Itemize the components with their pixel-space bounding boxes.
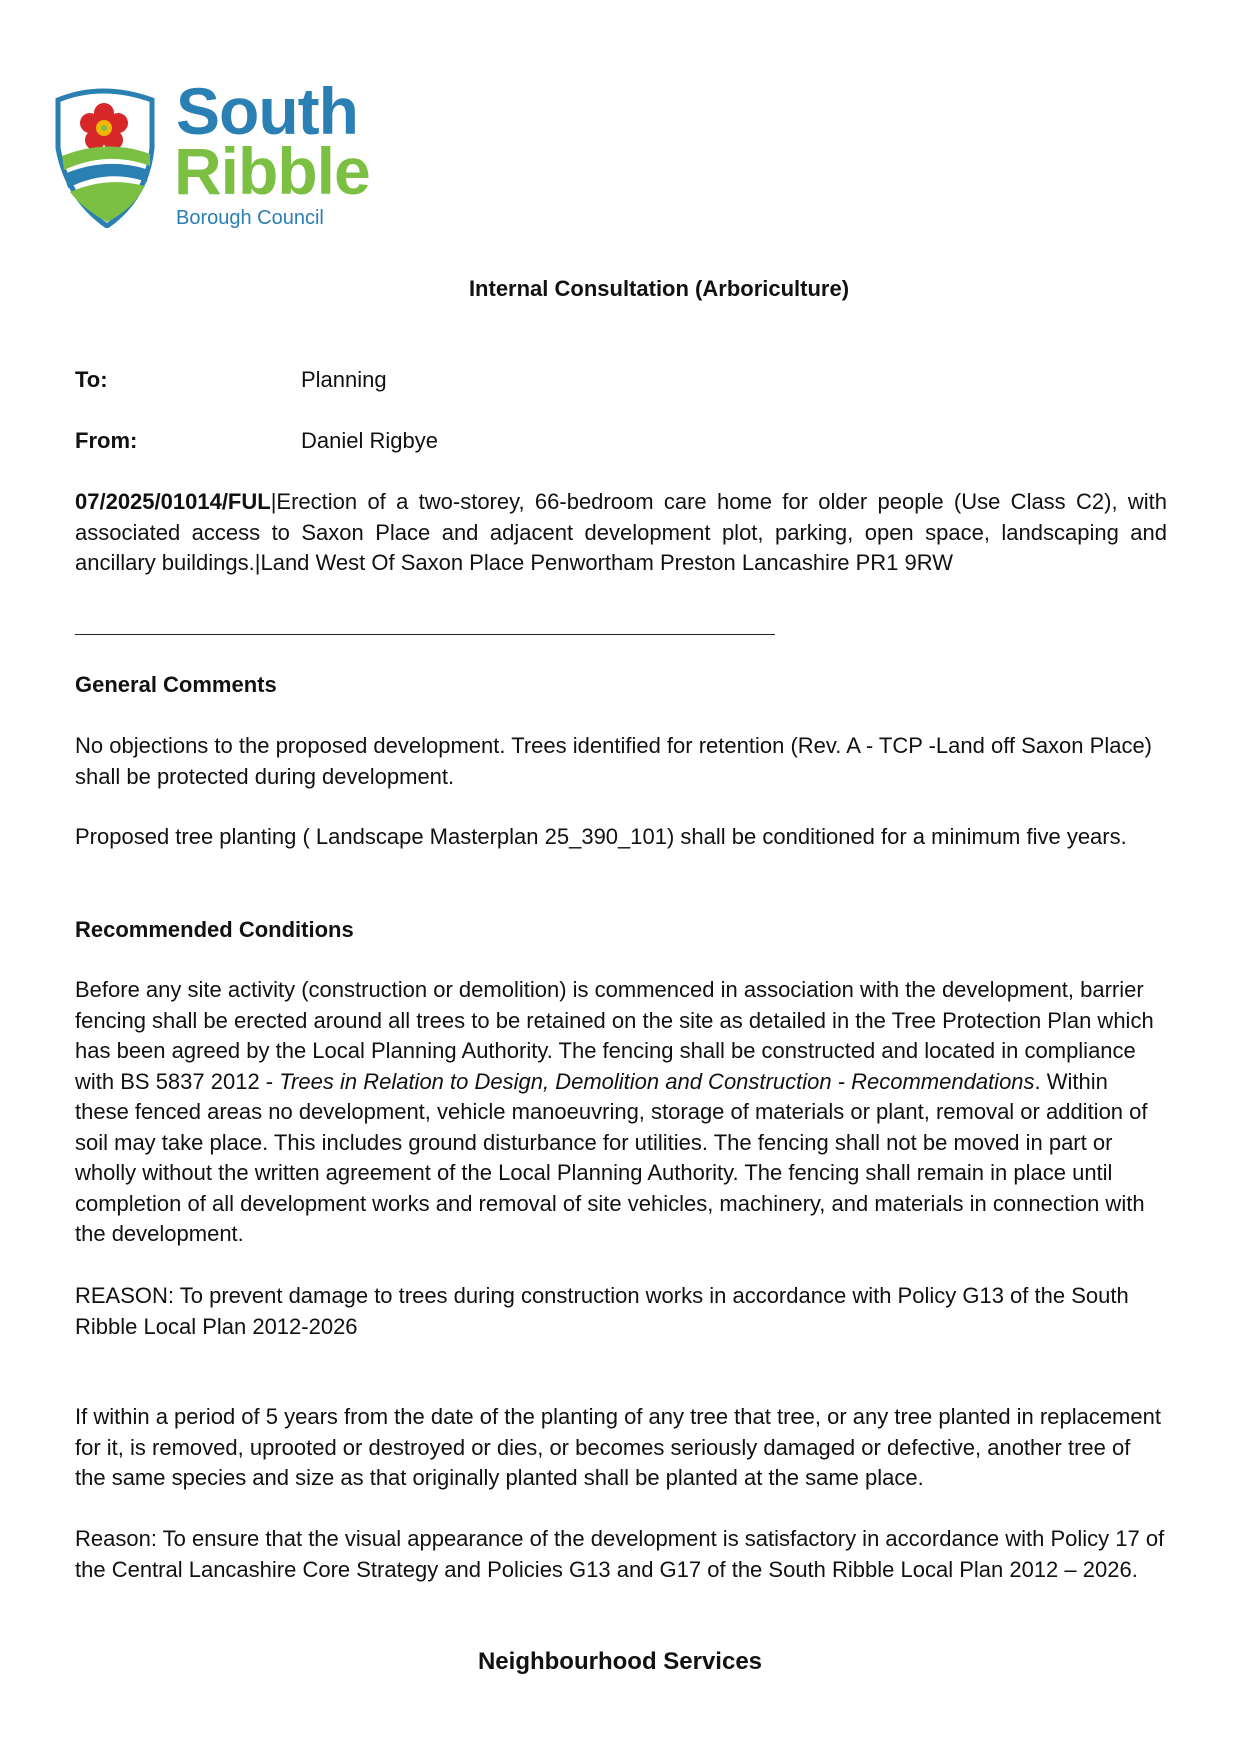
recommended-conditions-heading: Recommended Conditions [75, 917, 354, 942]
council-logo [52, 74, 392, 238]
condition-1-part-2: . Within these fenced areas no development, vehicle manoeuvring, storage of materials or plant, removal or addition of soil may take place. This includes ground disturbance for utilities. The fencing shall not be moved in part or wholly without the written agreement of the Local Planning Authority. The fencing shall remain in place until completion of all development works and removal of site vehicles, machinery, and materials in connection with the development. [75, 1068, 1148, 1246]
logo-wordmark-ribble: Ribble [174, 134, 370, 208]
general-comments-paragraph-2: Proposed tree planting ( Landscape Masterplan 25_390_101) shall be conditioned for a minimum five years. [75, 824, 1127, 849]
from-value: Daniel Rigbye [301, 428, 438, 453]
from-label: From: [75, 428, 138, 453]
general-comments-paragraph-1: No objections to the proposed development. Trees identified for retention (Rev. A - TCP -Land off Saxon Place) shall be protected during development. [75, 733, 1153, 789]
document-title: Internal Consultation (Arboriculture) [468, 276, 850, 301]
condition-2-reason: Reason: To ensure that the visual appearance of the development is satisfactory in accordance with Policy 17 of the Central Lancashire Core Strategy and Policies G13 and G17 of the South Ribble Local Plan 2012 – 2026. [75, 1526, 1165, 1582]
application-reference: 07/2025/01014/FUL [75, 489, 271, 514]
to-label: To: [75, 367, 108, 392]
condition-1-text [75, 975, 1167, 1250]
application-text: |Erection of a two-storey, 66-bedroom care home for older people (Use Class C2), with associated access to Saxon Place and adjacent development plot, parking, open space, landscaping and ancillary buildings.|Land West Of Saxon Place Penwortham Preston Lancashire PR1 9RW [75, 489, 1167, 575]
application-description [75, 487, 1167, 579]
logo-subtitle: Borough Council [176, 207, 324, 229]
divider-line [75, 634, 775, 635]
to-value: Planning [301, 367, 387, 392]
condition-1-reason: REASON: To prevent damage to trees during construction works in accordance with Policy G13 of the South Ribble Local Plan 2012-2026 [75, 1283, 1129, 1339]
logo-wordmark-south: South [176, 74, 358, 148]
condition-1-standard-title: Trees in Relation to Design, Demolition and Construction - Recommendations [279, 1068, 1035, 1094]
general-comments-heading: General Comments [75, 672, 277, 697]
condition-2-text: If within a period of 5 years from the date of the planting of any tree that tree, or any tree planted in replacement for it, is removed, uprooted or destroyed or dies, or becomes seriously damaged or defective, another tree of the same species and size as that originally planted shall be planted at the same place. [75, 1404, 1161, 1490]
footer-department: Neighbourhood Services [477, 1648, 763, 1675]
shield-emblem-icon [52, 88, 162, 228]
condition-1-part-1: Before any site activity (construction or demolition) is commenced in association with the development, barrier fencing shall be erected around all trees to be retained on the site as detailed in the Tree Protection Plan which has been agreed by the Local Planning Authority. The fencing shall be constructed and located in compliance with BS 5837 2012 - [75, 977, 1154, 1094]
